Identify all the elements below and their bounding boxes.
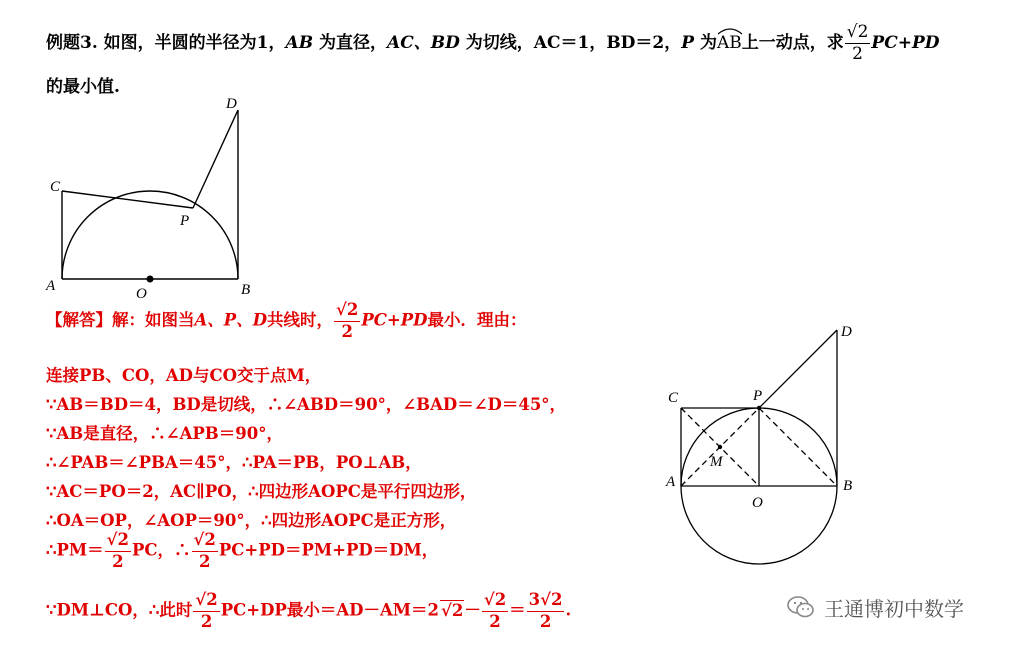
label-o: O xyxy=(752,495,763,511)
points-apd: A、P、D xyxy=(194,310,268,330)
solution-text: ∵AB是直径，∴∠APB＝90°， xyxy=(46,424,283,443)
segment-pd xyxy=(759,330,837,408)
problem-text: 为直径， xyxy=(319,33,387,53)
label-d: D xyxy=(841,324,852,340)
center-point-o xyxy=(147,276,154,283)
watermark xyxy=(786,590,1016,624)
fraction-sqrt2-over-2 xyxy=(845,24,871,63)
solution-text: 连接PB、CO，AD与CO交于点M， xyxy=(46,366,322,385)
fraction-numerator: √2 xyxy=(193,592,219,612)
solution-text: ∴OA＝OP，∠AOP＝90°，∴四边形AOPC是正方形， xyxy=(46,511,457,530)
fraction-numerator: √2 xyxy=(105,532,131,552)
solution-line-3 xyxy=(46,391,566,415)
label-b: B xyxy=(241,282,251,298)
problem-line-1 xyxy=(46,24,940,63)
figure-semicircle xyxy=(40,88,280,303)
wechat-icon xyxy=(786,594,816,620)
fraction-3sqrt2-over-2 xyxy=(527,592,565,630)
fraction-numerator: √2 xyxy=(192,532,218,552)
problem-text: 为 xyxy=(699,33,717,53)
solution-line-7 xyxy=(46,507,456,531)
label-p: P xyxy=(753,388,763,404)
arc-symbol-icon xyxy=(717,27,743,35)
fraction-denominator: 2 xyxy=(539,611,552,631)
fraction-sqrt2-over-2 xyxy=(193,592,219,630)
label-c: C xyxy=(668,390,679,406)
problem-text: 的最小值. xyxy=(46,77,120,97)
solution-line-9 xyxy=(46,592,571,630)
expression-pc-pd: PC+PD xyxy=(871,33,940,53)
segment-pd xyxy=(193,110,238,208)
segment-ab: AB xyxy=(285,33,314,53)
fraction-denominator: 2 xyxy=(852,44,863,64)
label-a: A xyxy=(666,474,676,490)
solution-text: ∵AC＝PO＝2，AC∥PO，∴四边形AOPC是平行四边形， xyxy=(46,482,477,501)
solution-text: PC+DP最小＝AD－AM＝2 xyxy=(220,600,439,620)
answer-tag: 【解答】 xyxy=(46,310,112,330)
figure-circle-square xyxy=(660,318,860,568)
solution-text: 共线时， xyxy=(267,310,334,330)
solution-text: ∵DM⊥CO，∴此时 xyxy=(46,600,193,620)
given-values: AC＝1，BD＝2， xyxy=(533,33,682,53)
problem-text: 上一动点，求 xyxy=(741,33,844,53)
fraction-denominator: 2 xyxy=(198,551,211,571)
point-p xyxy=(757,406,761,410)
watermark-text: 王通博初中数学 xyxy=(824,596,964,621)
point-m xyxy=(718,445,722,449)
semicircle-arc xyxy=(62,191,238,279)
fraction-sqrt2-over-2 xyxy=(192,532,218,570)
expression: PC+PD xyxy=(361,310,428,330)
fraction-sqrt2-over-2 xyxy=(105,532,131,570)
solution-text: 解：如图当 xyxy=(112,310,195,330)
radicand: 2 xyxy=(451,600,464,620)
solution-text: PC，∴ xyxy=(132,540,191,560)
problem-text: 如图，半圆的半径为1， xyxy=(103,33,286,53)
label-a: A xyxy=(46,278,56,294)
sqrt-radicand: √2 xyxy=(441,600,464,620)
dashed-pb xyxy=(759,408,837,486)
solution-text: PC+PD＝PM+PD＝DM， xyxy=(218,540,439,560)
fraction-numerator: 3√2 xyxy=(527,592,565,612)
solution-line-1 xyxy=(46,302,526,340)
point-p: P xyxy=(681,33,695,53)
solution-text: ∵AB＝BD＝4，BD是切线，∴∠ABD＝90°，∠BAD＝∠D＝45°， xyxy=(46,395,567,414)
problem-label: 例题3. xyxy=(46,33,98,53)
solution-text: 最小．理由： xyxy=(427,310,527,330)
fraction-denominator: 2 xyxy=(341,321,353,341)
arc-label: AB xyxy=(716,33,742,53)
label-m: M xyxy=(710,454,723,470)
period: . xyxy=(565,600,572,620)
fraction-denominator: 2 xyxy=(489,611,501,631)
solution-line-2 xyxy=(46,362,321,386)
label-d: D xyxy=(226,96,237,112)
label-o: O xyxy=(136,286,147,302)
arc-ab xyxy=(717,29,742,53)
solution-line-5 xyxy=(46,449,422,473)
solution-text: ∴PM＝ xyxy=(46,540,104,560)
label-b: B xyxy=(843,478,853,494)
equals-sign: ＝ xyxy=(509,600,526,620)
solution-text: ∴∠PAB＝∠PBA＝45°，∴PA＝PB，PO⊥AB， xyxy=(46,453,422,472)
fraction-denominator: 2 xyxy=(112,551,124,571)
minus-sign: － xyxy=(464,600,481,620)
solution-line-8 xyxy=(46,532,438,570)
fraction-denominator: 2 xyxy=(200,611,213,631)
fraction-numerator: √2 xyxy=(334,302,360,322)
label-p: P xyxy=(180,213,190,229)
problem-text: 为切线， xyxy=(465,33,534,53)
fraction-sqrt2-over-2 xyxy=(334,302,360,340)
solution-line-6 xyxy=(46,478,476,502)
label-c: C xyxy=(50,179,61,195)
fraction-numerator: √2 xyxy=(482,592,508,612)
solution-line-4 xyxy=(46,420,283,444)
fraction-numerator: √2 xyxy=(846,22,869,42)
segments-ac-bd: AC、BD xyxy=(387,33,460,53)
fraction-sqrt2-over-2 xyxy=(482,592,508,630)
